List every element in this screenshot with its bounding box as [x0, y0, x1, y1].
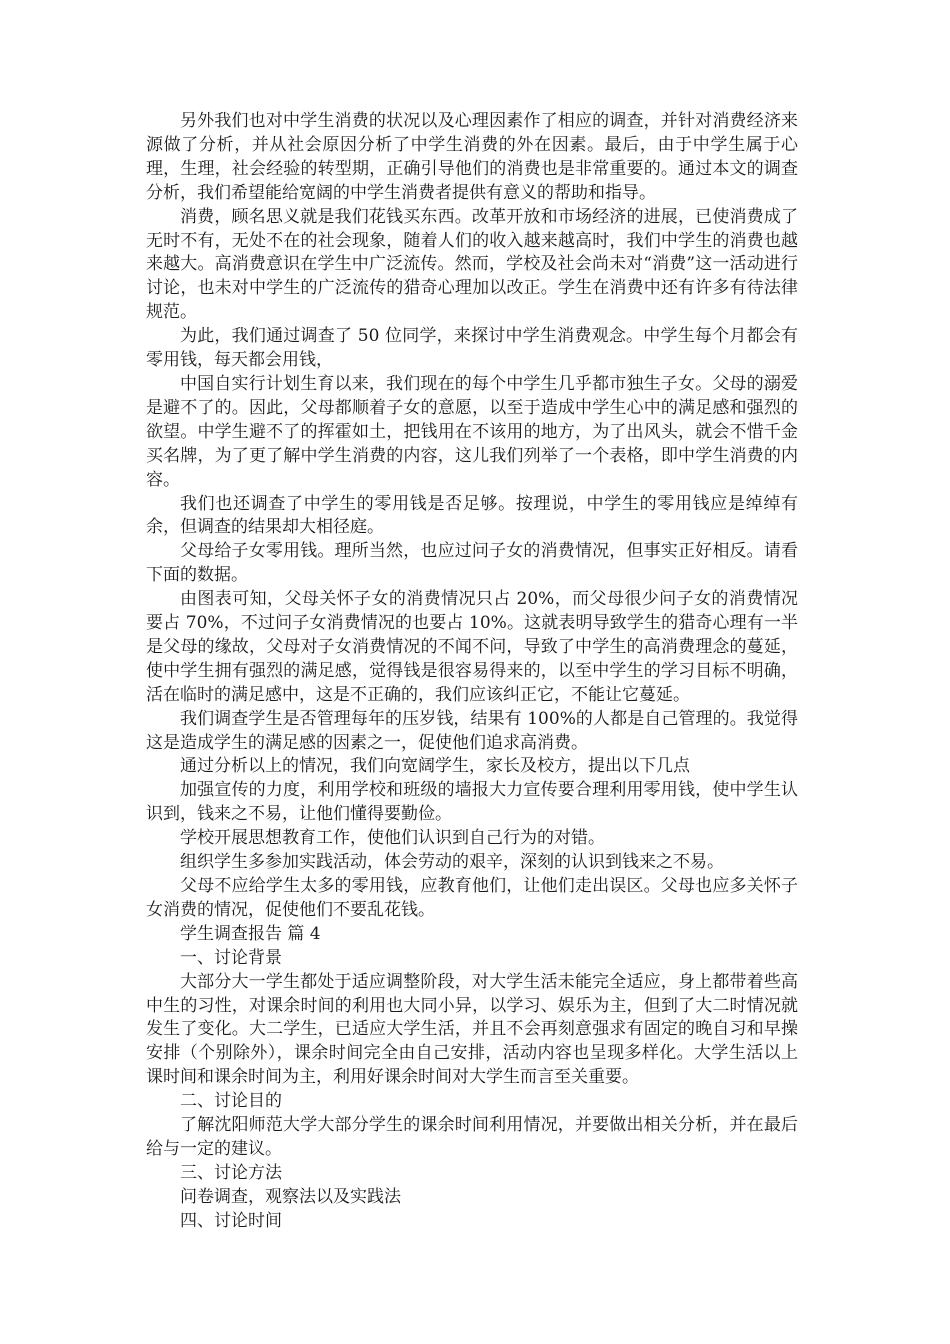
- paragraph: 组织学生多参加实践活动，体会劳动的艰辛，深刻的认识到钱来之不易。: [180, 852, 724, 873]
- paragraph: 父母不应给学生太多的零用钱，应教育他们，让他们走出误区。父母也应多关怀子女消费的情况，促使他们不要乱花钱。: [146, 876, 798, 920]
- paragraph: 消费，顾名思义就是我们花钱买东西。改革开放和市场经济的进展，已使消费成了无时不有，无处不在的社会现象，随着人们的收入越来越高时，我们中学生的消费也越来越大。高消费意识在学生中广泛流传。然而，学校及社会尚未对“消费”这一活动进行讨论，也未对中学生的广泛流传的猎奇心理加以改正。学生在消费中还有许多有待法律规范。: [146, 206, 798, 323]
- section-heading: 一、讨论背景: [180, 947, 282, 968]
- paragraph: 大部分大一学生都处于适应调整阶段，对大学生活未能完全适应，身上都带着些高中生的习性，对课余时间的利用也大同小异，以学习、娱乐为主，但到了大二时情况就发生了变化。大二学生，已适应大学生活，并且不会再刻意强求有固定的晚自习和早操安排（个别除外），课余时间完全由自己安排，活动内容也呈现多样化。大学生活以上课时间和课余时间为主，利用好课余时间对大学生而言至关重要。: [146, 971, 798, 1088]
- section-heading: 三、讨论方法: [180, 1162, 282, 1183]
- paragraph: 父母给子女零用钱。理所当然，也应过问子女的消费情况，但事实正好相反。请看下面的数据。: [146, 541, 798, 586]
- paragraph: 另外我们也对中学生消费的状况以及心理因素作了相应的调查，并针对消费经济来源做了分析，并从社会原因分析了中学生消费的外在因素。最后，由于中学生属于心理，生理，社会经验的转型期，正确引导他们的消费也是非常重要的。通过本文的调查分析，我们希望能给宽阔的中学生消费者提供有意义的帮助和指导。: [146, 111, 798, 203]
- paragraph: 我们调查学生是否管理每年的压岁钱，结果有 100%的人都是自己管理的。我觉得这是造成学生的满足感的因素之一，促使他们追求高消费。: [146, 708, 798, 753]
- paragraph: 加强宣传的力度，利用学校和班级的墙报大力宣传要合理利用零用钱，使中学生认识到，钱来之不易，让他们懂得要勤俭。: [146, 780, 798, 825]
- paragraph: 我们也还调查了中学生的零用钱是否足够。按理说，中学生的零用钱应是绰绰有余，但调查的结果却大相径庭。: [146, 493, 798, 538]
- paragraph: 由图表可知，父母关怀子女的消费情况只占 20%，而父母很少问子女的消费情况要占 70%，不过问子女消费情况的也要占 10%。这就表明导致学生的猎奇心理有一半是父母的缘故，父母对子女消费情况的不闻不问，导致了中学生的高消费理念的蔓延，使中学生拥有强烈的满足感，觉得钱是很容易得来的，以至中学生的学习目标不明确，活在临时的满足感中，这是不正确的，我们应该纠正它，不能让它蔓延。: [146, 589, 798, 705]
- section-heading: 二、讨论目的: [180, 1091, 282, 1112]
- paragraph: 问卷调查，观察法以及实践法: [180, 1186, 401, 1207]
- paragraph: 了解沈阳师范大学大部分学生的课余时间利用情况，并要做出相关分析，并在最后给与一定的建议。: [146, 1115, 798, 1159]
- paragraph: 中国自实行计划生育以来，我们现在的每个中学生几乎都市独生子女。父母的溺爱是避不了的。因此，父母都顺着子女的意愿，以至于造成中学生心中的满足感和强烈的欲望。中学生避不了的挥霍如土，把钱用在不该用的地方，为了出风头，就会不惜千金买名牌，为了更了解中学生消费的内容，这儿我们列举了一个表格，即中学生消费的内容。: [146, 373, 798, 490]
- document-page: [146, 110, 798, 1234]
- paragraph: 学校开展思想教育工作，使他们认识到自己行为的对错。: [180, 828, 605, 849]
- section-heading: 学生调查报告 篇 4: [180, 923, 321, 944]
- paragraph: 为此，我们通过调查了 50 位同学，来探讨中学生消费观念。中学生每个月都会有零用钱，每天都会用钱，: [146, 326, 798, 371]
- section-heading: 四、讨论时间: [180, 1210, 282, 1231]
- paragraph: 通过分析以上的情况，我们向宽阔学生，家长及校方，提出以下几点: [180, 756, 690, 777]
